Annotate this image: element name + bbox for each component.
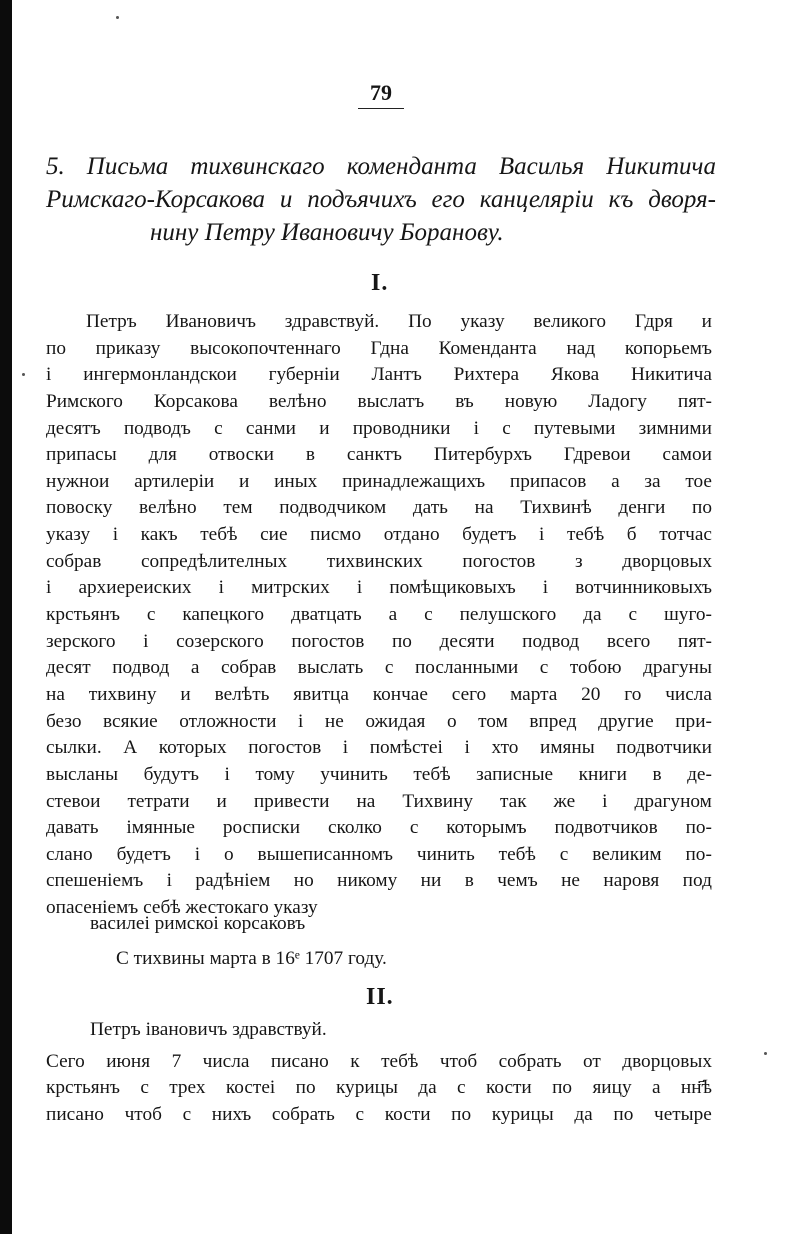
letter-two-body	[46, 1017, 712, 1129]
title-word: подъячихъ	[307, 186, 417, 213]
paper-speck	[116, 16, 119, 19]
title-word: Римскаго-Корсакова	[46, 186, 265, 213]
text-line: повоску велѣно тем подводчиком дать на Тихвинѣ денги по	[46, 497, 712, 519]
section-one-mark: I.	[371, 270, 389, 296]
document-title	[46, 150, 716, 249]
text-line: опасеніемъ себѣ жестокаго указу	[46, 897, 318, 919]
paper-speck	[764, 1052, 767, 1055]
letter-one-closing	[46, 911, 712, 972]
letter-one-body	[46, 309, 712, 922]
text-line: стевои тетрати и привести на Тихвину так же i драгуном	[46, 790, 712, 812]
section-two-mark: II.	[366, 984, 394, 1010]
title-word: тихвинскаго	[190, 153, 325, 180]
text-line: слано будетъ i о вышеписанномъ чинить тебѣ с великим по-	[46, 843, 712, 865]
text-line: по приказу высокопочтеннаго Гдна Коменданта над копорьемъ	[46, 337, 712, 359]
text-line: крстьянъ с капецкого дватцать а с пелушского да с шуго-	[46, 604, 712, 626]
title-word: дворя-	[648, 186, 716, 213]
text-line: безо всякие отложности i не ожидая о том впред другие при-	[46, 710, 712, 732]
text-line: припасы для отвоски в санктъ Питербурхъ Гдревои самои	[46, 444, 712, 466]
text-line: десят подвод а собрав выслать с посланными с тобою драгуны	[46, 657, 712, 679]
text-line: i ингермонландскои губерніи Лантъ Рихтера Якова Никитича	[46, 364, 712, 386]
title-line	[46, 150, 716, 183]
title-word: 5.	[46, 153, 65, 180]
letter-one-date: С тихвины марта в 16ᵉ 1707 году.	[116, 947, 387, 969]
title-line: нину Петру Ивановичу Боранову.	[150, 219, 504, 246]
title-word: канцеляріи	[479, 186, 594, 213]
text-line: крстьянъ с трех костеі по курицы да с кости по яицу а нн҃ѣ	[46, 1077, 712, 1099]
text-line: Римского Корсакова велѣно выслатъ въ новую Ладогу пят-	[46, 390, 712, 412]
title-line	[46, 183, 716, 216]
title-word: Василья	[498, 153, 585, 180]
text-line: Петръ Ивановичъ здравствуй. По указу великого Гдря и	[86, 311, 712, 332]
title-word: и	[279, 186, 293, 213]
text-line: спешеніемъ i радѣніем но никому ни в чемъ не наровя под	[46, 870, 712, 892]
text-line: i архиереиских i митрских i помѣщиковыхъ i вотчинниковыхъ	[46, 577, 712, 599]
letter-one-signature: василеі римскоі корсаковъ	[90, 913, 306, 934]
title-word: къ	[608, 186, 634, 213]
text-line: писано чтоб с нихъ собрать с кости по курицы да по четыре	[46, 1103, 712, 1125]
text-line: указу i какъ тебѣ сие писмо отдано будетъ i тебѣ б тотчас	[46, 524, 712, 546]
text-line: нужнои артилеріи и иных принадлежащихъ припасов а за тое	[46, 470, 712, 492]
letter-two-greeting: Петръ івановичъ здравствуй.	[90, 1019, 327, 1040]
text-line: высланы будутъ i тому учинить тебѣ записные книги в де-	[46, 763, 712, 785]
text-line: на тихвину и велѣть явитца кончае сего марта 20 го числа	[46, 683, 712, 705]
title-word: Никитича	[606, 153, 716, 180]
title-word: Письма	[86, 153, 169, 180]
page-number: 79	[358, 80, 404, 109]
paper-speck	[22, 373, 25, 376]
text-line: сылки. А которых погостов i помѣстеi i хто имяны подвотчики	[46, 737, 712, 759]
text-line: Сего июня 7 числа писано к тебѣ чтоб собрать от дворцовых	[46, 1050, 712, 1072]
text-line: собрав сопредѣлителных тихвинских погостов з дворцовых	[46, 550, 712, 572]
text-line: десятъ подводъ с санми и проводники i с путевыми зимними	[46, 417, 712, 439]
text-line: давать імянные росписки сколко с которымъ подвотчиков по-	[46, 817, 712, 839]
text-line: зерского i созерского погостов по десяти подвод всего пят-	[46, 630, 712, 652]
title-word: коменданта	[346, 153, 477, 180]
title-word: его	[431, 186, 465, 213]
